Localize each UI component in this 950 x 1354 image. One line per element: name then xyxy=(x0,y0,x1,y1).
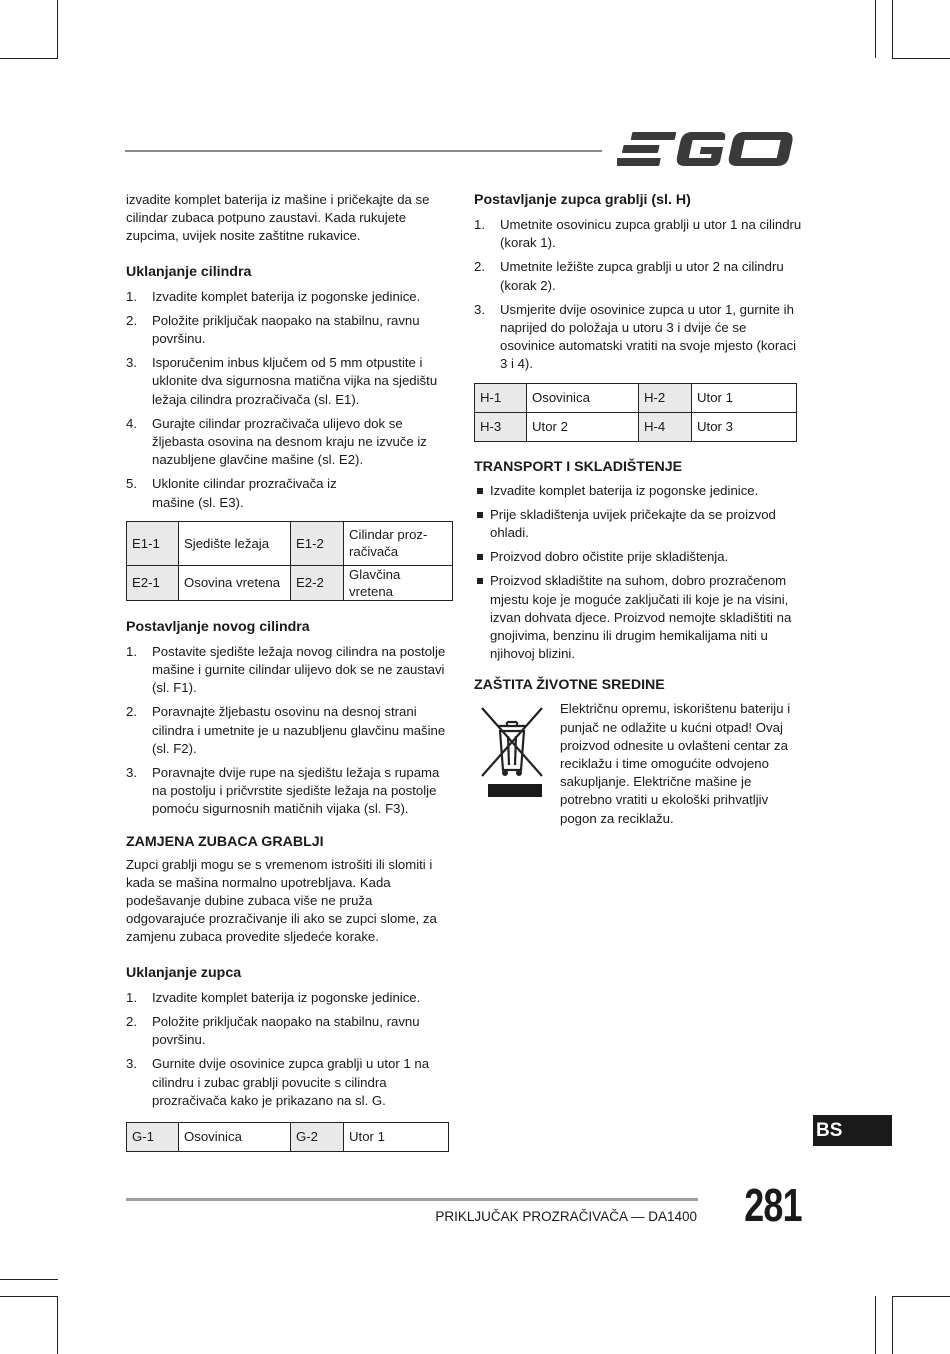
crop-mark xyxy=(0,1279,58,1280)
crop-mark xyxy=(892,58,950,59)
crop-mark xyxy=(0,58,58,59)
footer-text: PRIKLJUČAK PROZRAČIVAČA — DA1400 xyxy=(435,1209,697,1224)
reference-table-g xyxy=(126,1122,449,1152)
reference-table-h xyxy=(474,383,797,442)
list-item: 2. Položite priključak naopako na stabilnu, ravnu površinu. xyxy=(126,1013,420,1048)
table-cell: Utor 2 xyxy=(527,412,639,441)
reference-table-e xyxy=(126,521,453,601)
table-cell: H-3 xyxy=(475,412,527,441)
crop-mark xyxy=(0,1296,58,1297)
crossed-bin-icon xyxy=(480,706,544,798)
list-item: 1. Umetnite osovinicu zupca grablji u utor 1 na cilindru (korak 1). xyxy=(474,217,802,251)
bullet-icon xyxy=(477,512,483,518)
section-heading: Postavljanje novog cilindra xyxy=(126,618,310,635)
table-cell: H-2 xyxy=(639,383,692,412)
table-cell: Utor 1 xyxy=(344,1122,449,1151)
install-cylinder-steps xyxy=(126,643,454,819)
list-item: 3. Poravnajte dvije rupe na sjedištu ležaja s rupama na postolju i pričvrstite sjedište ležaja na postolje pomoću sigurnosnih matičnih vijaka (sl. F3). xyxy=(126,765,440,817)
environment-block xyxy=(474,700,802,827)
table-cell: E2-2 xyxy=(291,565,344,600)
table-cell: Utor 3 xyxy=(692,412,797,441)
table-cell: Utor 1 xyxy=(692,383,797,412)
table-cell: Osovina vretena xyxy=(179,565,291,600)
list-item: Proizvod skladištite na suhom, dobro prozračenom mjestu koje je moguće zaključati ili koje je na visini, izvan dohvata djece. Proizvod nemojte skladištiti na gnojivima, benzinu ili drugim hemikalijama niti u njihovoj blizini. xyxy=(474,572,802,663)
section-heading: Uklanjanje zupca xyxy=(126,964,242,981)
table-cell: H-4 xyxy=(639,412,692,441)
table-row xyxy=(475,383,797,412)
crop-mark xyxy=(875,1296,876,1354)
list-item: Prije skladištenja uvijek pričekajte da se proizvod ohladi. xyxy=(474,506,802,542)
table-row xyxy=(475,412,797,441)
crop-mark xyxy=(892,0,893,58)
section-heading: TRANSPORT I SKLADIŠTENJE xyxy=(474,458,683,475)
table-cell: Glavčina vretena xyxy=(344,565,453,600)
list-item: 3. Isporučenim inbus ključem od 5 mm otpustite i uklonite dva sigurnosna matična vijka na sjedištu ležaja cilindra prozračivača (sl. E1). xyxy=(126,355,438,407)
table-row xyxy=(127,1122,449,1151)
list-item: 2. Poravnajte žljebastu osovinu na desnoj strani cilindra i umetnite je u nazubljenu glavčinu mašine (sl. F2). xyxy=(126,704,446,756)
crop-mark xyxy=(892,1296,893,1354)
crop-mark xyxy=(57,0,58,58)
ego-logo xyxy=(617,129,801,171)
list-item: 1. Izvadite komplet baterija iz pogonske jedinice. xyxy=(126,989,421,1005)
table-cell: Osovinica xyxy=(527,383,639,412)
list-item: 3. Gurnite dvije osovinice zupca grablji u utor 1 na cilindru i zubac grablji povucite s cilindra prozračivača kako je prikazano na sl. G. xyxy=(126,1056,430,1108)
list-item: 2. Umetnite ležište zupca grablji u utor 2 na cilindru (korak 2). xyxy=(474,259,784,293)
table-cell: Cilindar proz-račivača xyxy=(344,521,453,565)
section-heading: ZAŠTITA ŽIVOTNE SREDINE xyxy=(474,677,665,694)
removal-tine-steps xyxy=(126,989,454,1110)
replace-paragraph: Zupci grablji mogu se s vremenom istrošiti ili slomiti i kada se mašina normalno upotrebljava. Kada podešavanje dubine zubaca više ne pruža odgovarajuće prozračivanje ili ako se zupci slome, za zamjenu zubaca provedite sljedeće korake. xyxy=(126,856,437,945)
table-cell: Osovinica xyxy=(179,1122,291,1151)
bullet-icon xyxy=(477,488,483,494)
list-item: 4. Gurajte cilindar prozračivača ulijevo dok se žljebasta osovina na desnom kraju ne izvuče iz nazubljene glavčine mašine (sl. E2). xyxy=(126,415,427,468)
table-cell: Sjedište ležaja xyxy=(179,521,291,565)
intro-paragraph: izvadite komplet baterija iz mašine i pričekajte da se cilindar zubaca potpuno zaustavi. Kada rukujete zupcima, uvijek nosite zaštitne rukavice. xyxy=(126,192,430,244)
transport-list xyxy=(474,482,802,664)
language-badge: BS xyxy=(813,1115,892,1146)
environment-paragraph: Električnu opremu, iskorištenu bateriju i punjač ne odlažite u kućni otpad! Ovaj proizvod odnesite u ovlašteni centar za reciklažu i time omogućite odvojeno sakupljanje. Električne mašine je potrebno vratiti u ekološki prihvatljiv pogon za reciklažu. xyxy=(560,701,791,826)
table-row xyxy=(127,565,453,600)
crop-mark xyxy=(57,1296,58,1354)
page-number: 281 xyxy=(744,1179,802,1231)
right-column xyxy=(474,191,802,828)
list-item: 3. Usmjerite dvije osovinice zupca u utor 1, gurnite ih naprijed do položaja u utoru 3 i dvije će se osovinice automatski vratiti na svoje mjesto (koraci 3 i 4). xyxy=(474,301,797,372)
list-item: 2. Položite priključak naopako na stabilnu, ravnu površinu. xyxy=(126,312,420,347)
removal-cylinder-steps xyxy=(126,288,454,512)
table-cell: E1-1 xyxy=(127,521,179,565)
table-cell: H-1 xyxy=(475,383,527,412)
table-cell: G-1 xyxy=(127,1122,179,1151)
section-heading: ZAMJENA ZUBACA GRABLJI xyxy=(126,833,324,850)
crop-mark xyxy=(892,1296,950,1297)
list-item: 5. Uklonite cilindar prozračivača iz mašine (sl. E3). xyxy=(126,476,337,510)
section-heading: Uklanjanje cilindra xyxy=(126,263,252,280)
list-item: 1. Izvadite komplet baterija iz pogonske jedinice. xyxy=(126,288,421,304)
left-column xyxy=(126,191,454,1152)
crop-mark xyxy=(875,0,876,58)
list-item: Proizvod dobro očistite prije skladištenja. xyxy=(474,548,802,566)
list-item: 1. Postavite sjedište ležaja novog cilindra na postolje mašine i gurnite cilindar ulijevo dok se ne zaustavi (sl. F1). xyxy=(126,643,446,696)
section-heading: Postavljanje zupca grablji (sl. H) xyxy=(474,192,691,208)
bullet-icon xyxy=(477,578,483,584)
table-cell: G-2 xyxy=(291,1122,344,1151)
footer-rule xyxy=(126,1198,698,1201)
header-rule xyxy=(125,150,602,152)
list-item: Izvadite komplet baterija iz pogonske jedinice. xyxy=(474,482,802,500)
bullet-icon xyxy=(477,554,483,560)
table-cell: E1-2 xyxy=(291,521,344,565)
table-row xyxy=(127,521,453,565)
install-tine-steps xyxy=(474,216,802,374)
table-cell: E2-1 xyxy=(127,565,179,600)
